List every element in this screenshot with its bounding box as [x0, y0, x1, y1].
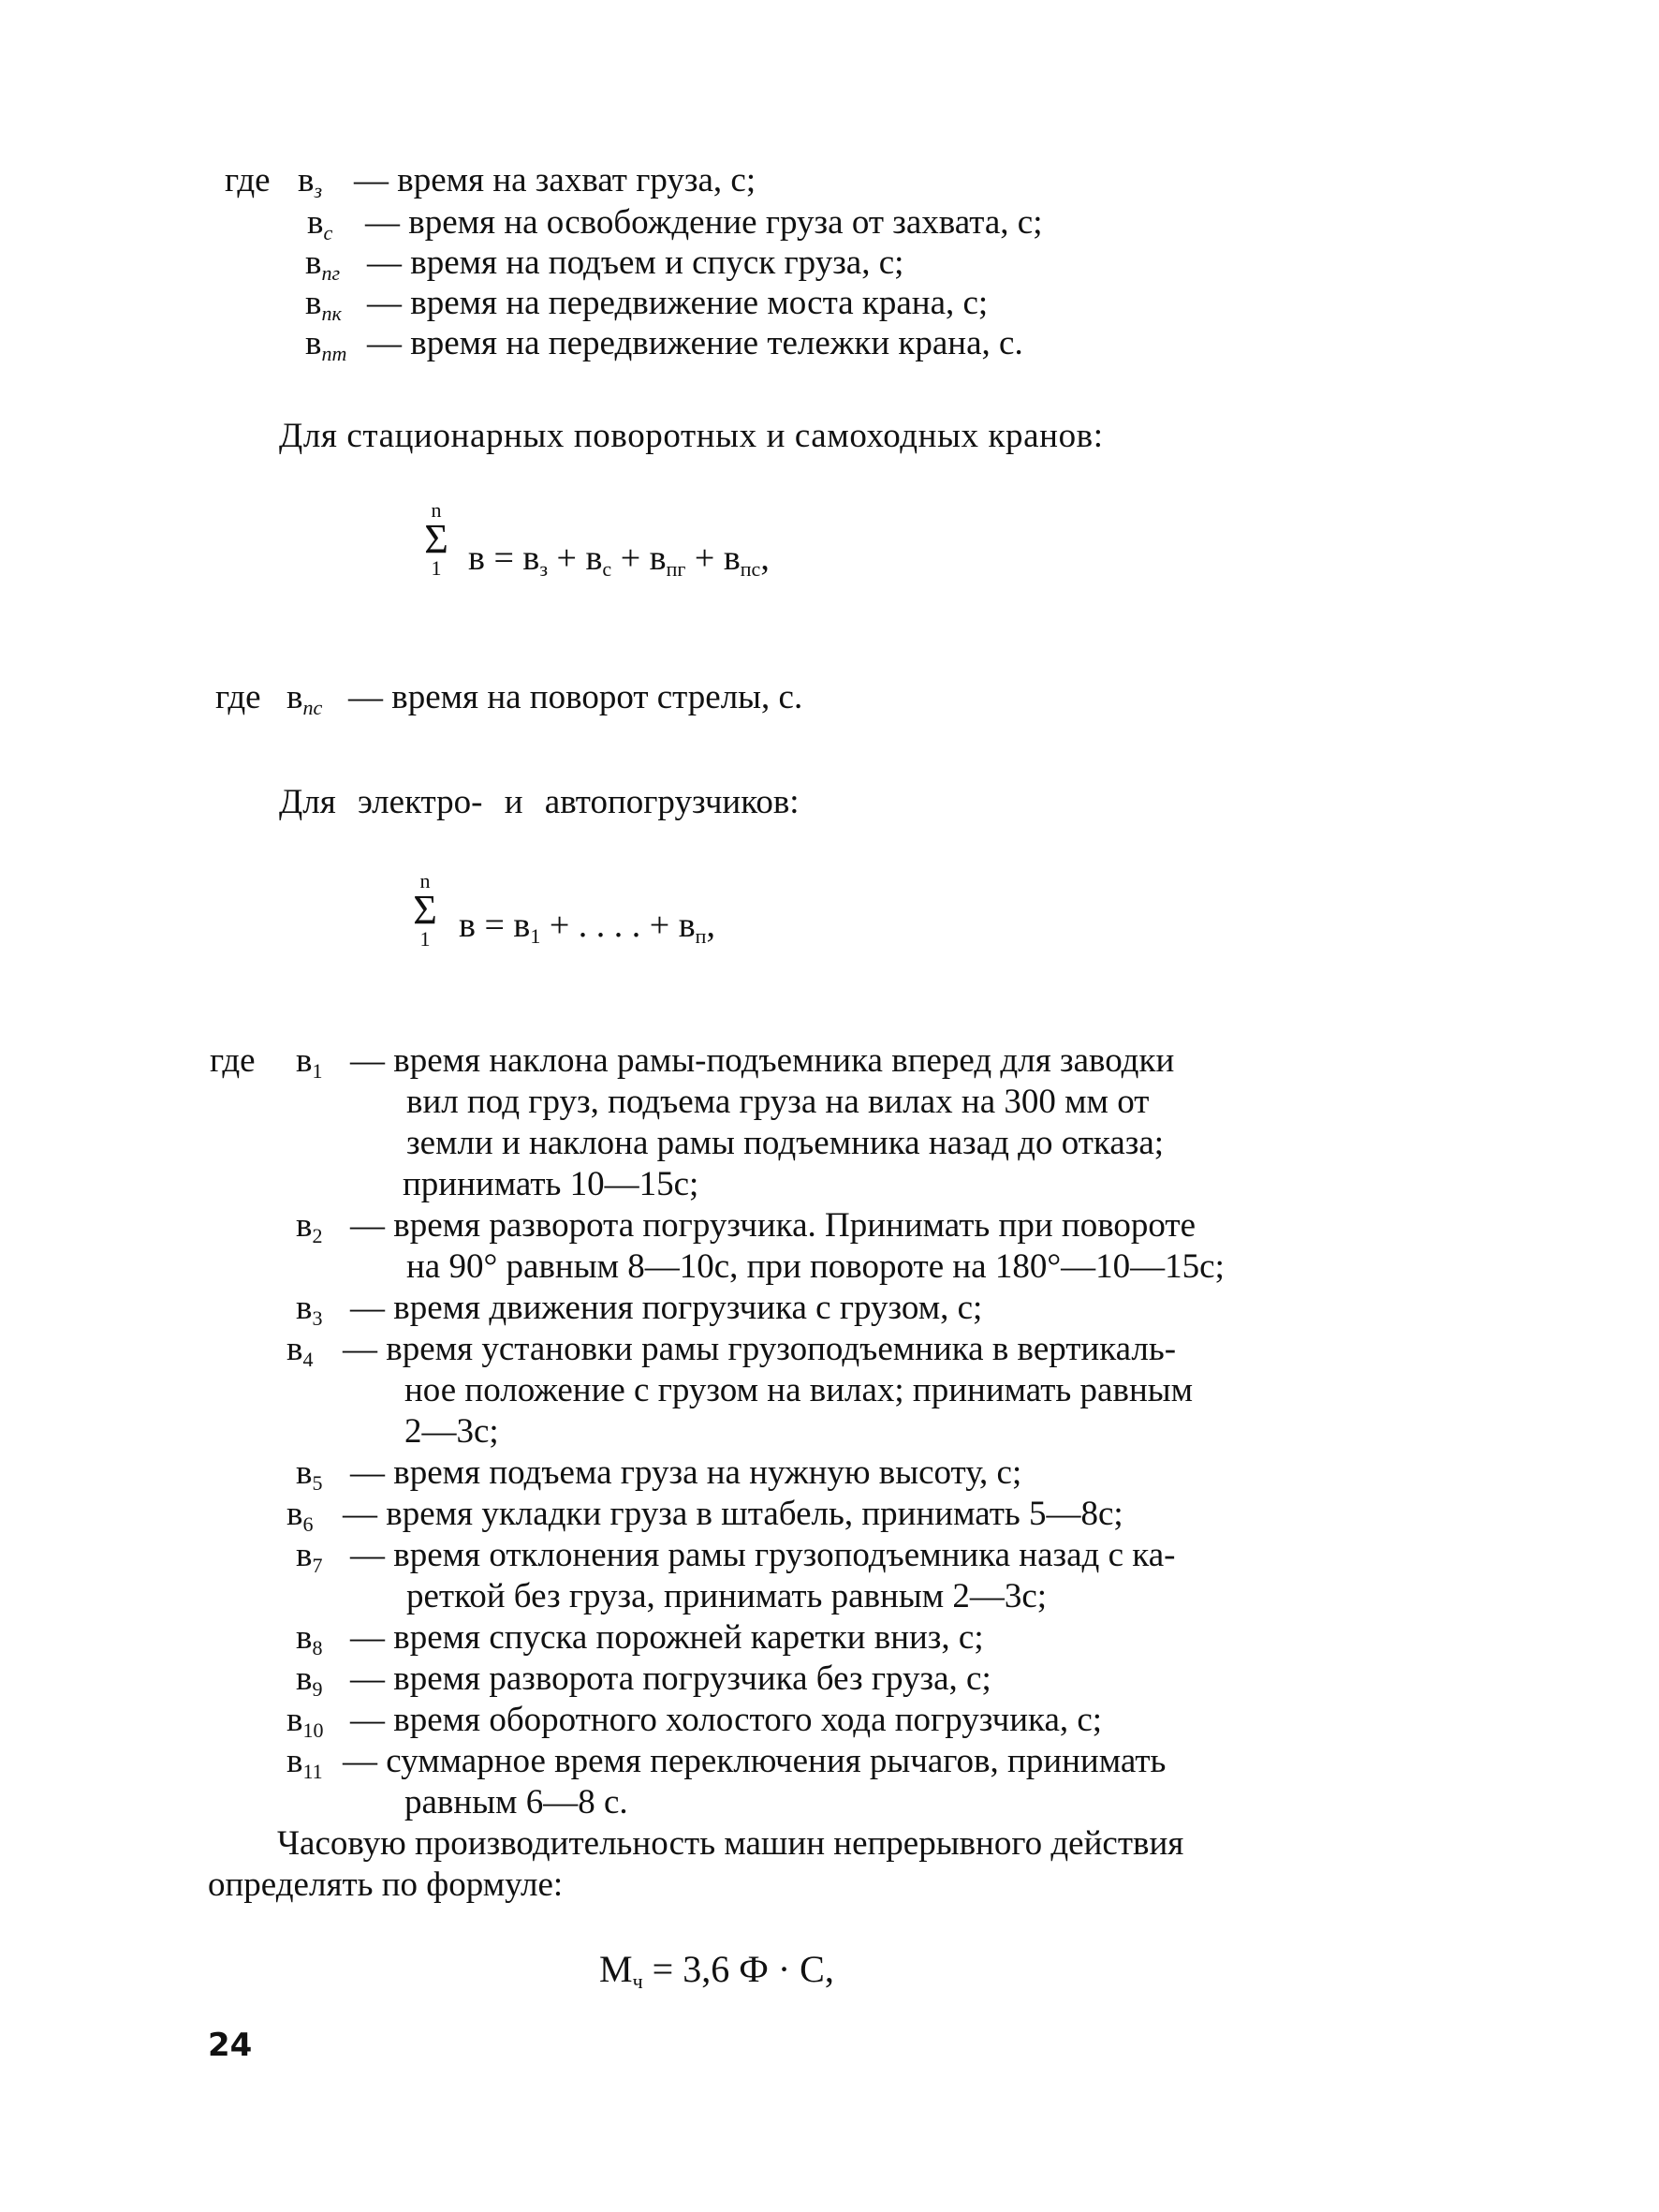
def-term: $в_з$ [298, 161, 323, 202]
def-text: земли и наклона рамы подъемника назад до отказа; [406, 1124, 1165, 1162]
def-text: — время отклонения рамы грузоподъемника назад с ка- [350, 1536, 1176, 1574]
def-term: $в_6$ [286, 1495, 314, 1536]
def-text: — время оборотного холостого хода погрузчика, с; [350, 1701, 1103, 1739]
def-text: принимать 10—15с; [403, 1165, 699, 1203]
def-term: $в_3$ [296, 1289, 323, 1330]
def-text: — время наклона рамы-подъемника вперед для заводки [350, 1041, 1175, 1080]
def-text: — время на захват груза, с; [354, 161, 756, 199]
where-label: где [225, 161, 271, 199]
def-text: на 90° равным 8—10с, при повороте на 180°—10—15с; [406, 1247, 1225, 1286]
formula-body: $в = в_з + в_с + в_{пг} + в_{пс}$, [468, 538, 770, 581]
def-term: $в_{пг}$ [305, 243, 341, 285]
def-text: 2—3с; [404, 1412, 499, 1451]
paragraph-continuous-line2: определять по формуле: [208, 1865, 564, 1904]
def-text: — время спуска порожней каретки вниз, с; [350, 1618, 984, 1657]
def-term: $в_{пт}$ [305, 324, 347, 365]
def-text: — суммарное время переключения рычагов, принимать [343, 1742, 1167, 1780]
def-term: $в_8$ [296, 1618, 323, 1659]
def-term: $в_{пс}$ [286, 678, 323, 719]
def-text: — время разворота погрузчика без груза, с; [350, 1659, 991, 1698]
def-text: — время на освобождение груза от захвата, с; [365, 203, 1043, 242]
def-text: — время на передвижение тележки крана, с. [367, 324, 1023, 362]
def-text: — время на передвижение моста крана, с; [367, 284, 989, 322]
where-label: где [210, 1041, 256, 1080]
formula-productivity: $М_ч = 3,6$ Ф · С, [599, 1948, 834, 1993]
def-term: $в_2$ [296, 1206, 323, 1247]
def-text: равным 6—8 с. [404, 1783, 628, 1821]
def-term: $в_4$ [286, 1330, 314, 1371]
def-term: $в_{пк}$ [305, 284, 342, 325]
paragraph-cranes: Для стационарных поворотных и самоходных кранов: [279, 417, 1104, 455]
def-text: — время движения погрузчика с грузом, с; [350, 1289, 983, 1327]
where-label: где [215, 678, 261, 716]
paragraph-loaders: Для электро- и автопогрузчиков: [279, 783, 800, 821]
def-term: $в_7$ [296, 1536, 323, 1577]
def-term: $в_5$ [296, 1453, 323, 1495]
def-text: — время разворота погрузчика. Принимать при повороте [350, 1206, 1197, 1245]
def-term: $в_9$ [296, 1659, 323, 1701]
def-text: вил под груз, подъема груза на вилах на 300 мм от [406, 1083, 1150, 1121]
sigma-symbol: n Σ 1 [413, 869, 437, 951]
formula-body: $в = в_1$ + . . . . + $в_п$, [459, 906, 715, 948]
def-text: ное положение с грузом на вилах; принимать равным [404, 1371, 1194, 1409]
sigma-symbol: n Σ 1 [424, 498, 448, 580]
def-term: $в_{11}$ [286, 1742, 323, 1783]
def-term: $в_1$ [296, 1041, 323, 1083]
def-text: — время подъема груза на нужную высоту, с; [350, 1453, 1022, 1492]
def-text: — время укладки груза в штабель, принимать 5—8с; [343, 1495, 1123, 1533]
def-term: $в_с$ [307, 203, 333, 244]
paragraph-continuous-line1: Часовую производительность машин непрерывного действия [277, 1824, 1184, 1863]
def-term: $в_{10}$ [286, 1701, 324, 1742]
def-text: — время установки рамы грузоподъемника в вертикаль- [343, 1330, 1177, 1368]
def-text: — время на подъем и спуск груза, с; [367, 243, 904, 282]
def-text: реткой без груза, принимать равным 2—3с; [406, 1577, 1048, 1615]
def-text: — время на поворот стрелы, с. [348, 678, 803, 716]
page-number: 24 [208, 2027, 253, 2064]
